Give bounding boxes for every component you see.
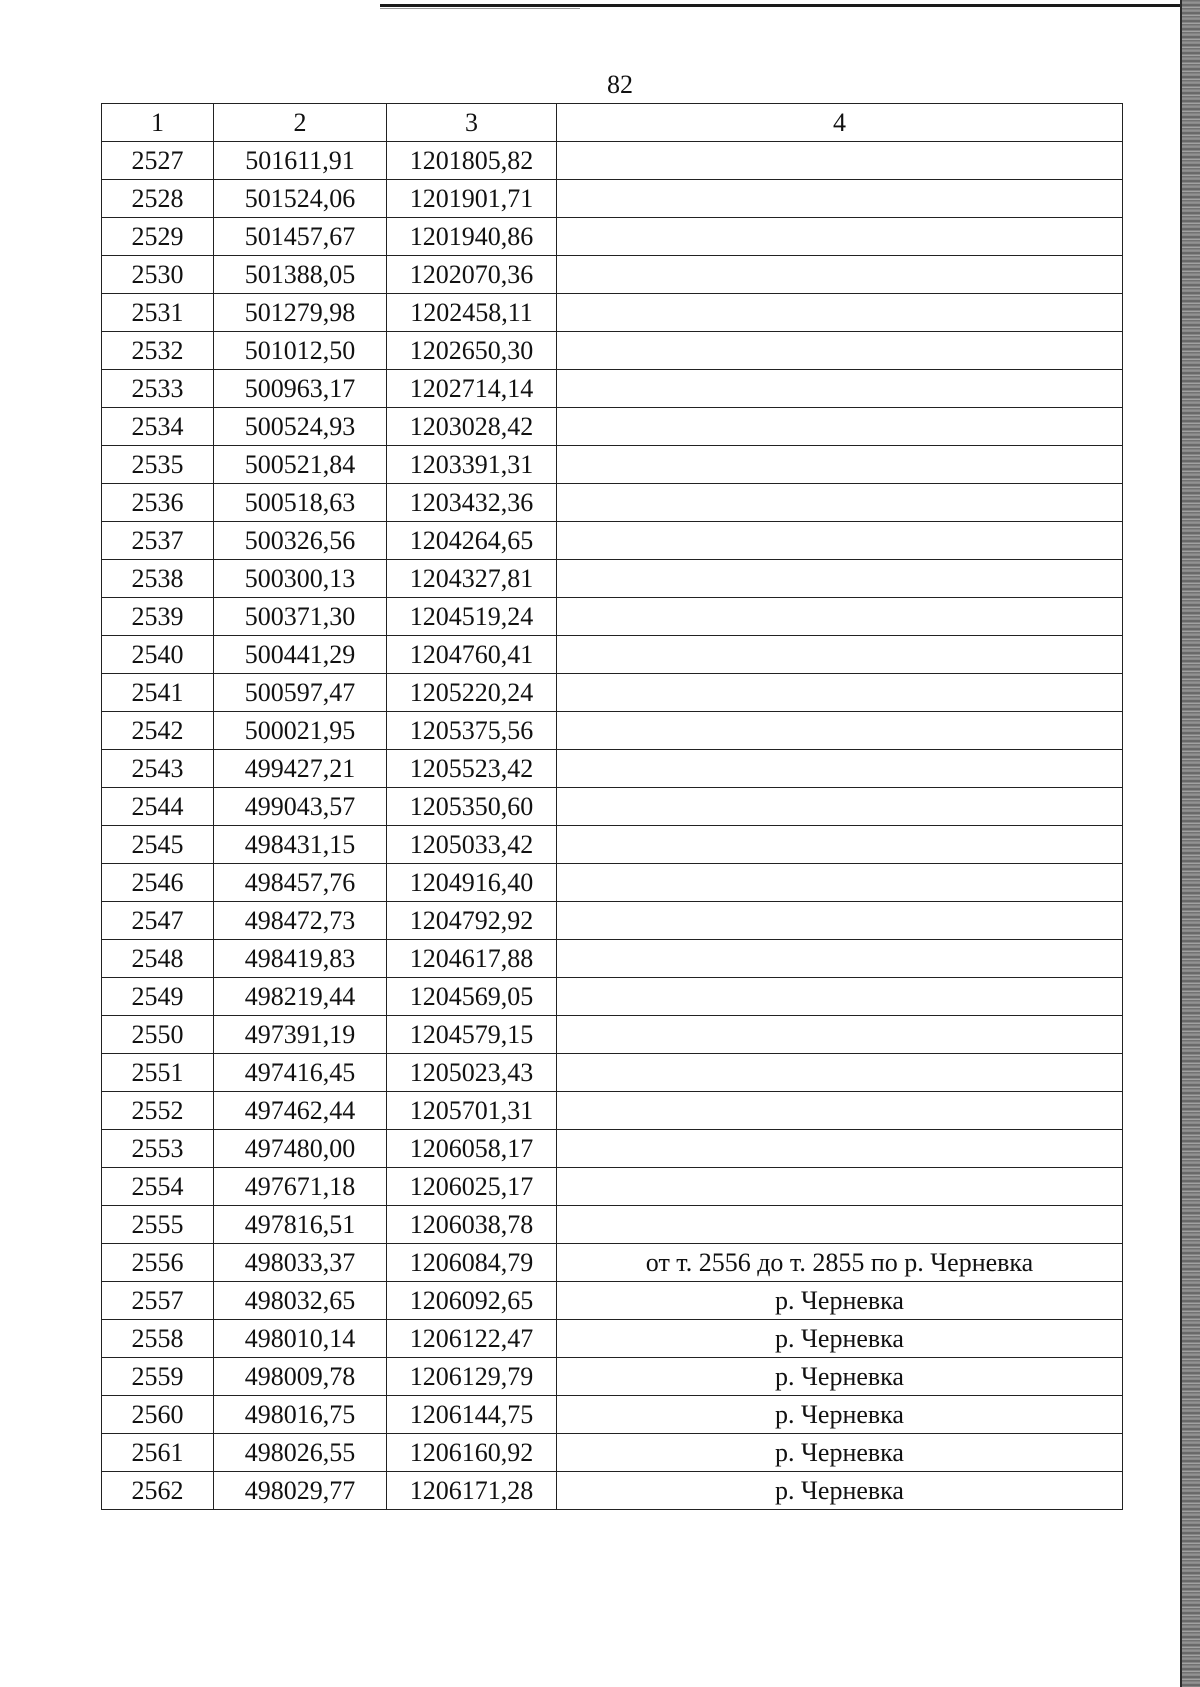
- x-coordinate-cell: 497816,51: [214, 1206, 387, 1244]
- x-coordinate-cell: 500963,17: [214, 370, 387, 408]
- x-coordinate-cell: 501457,67: [214, 218, 387, 256]
- y-coordinate-cell: 1206160,92: [387, 1434, 557, 1472]
- y-coordinate-cell: 1204617,88: [387, 940, 557, 978]
- point-number-cell: 2557: [102, 1282, 214, 1320]
- point-number-cell: 2559: [102, 1358, 214, 1396]
- y-coordinate-cell: 1202070,36: [387, 256, 557, 294]
- description-cell: [557, 636, 1123, 674]
- table-row: [102, 788, 1123, 826]
- table-row: [102, 1472, 1123, 1510]
- x-coordinate-cell: 500524,93: [214, 408, 387, 446]
- point-number-cell: 2550: [102, 1016, 214, 1054]
- table-row: [102, 940, 1123, 978]
- column-header: 2: [214, 104, 387, 142]
- point-number-cell: 2533: [102, 370, 214, 408]
- table-row: [102, 712, 1123, 750]
- x-coordinate-cell: 501012,50: [214, 332, 387, 370]
- table-row: [102, 142, 1123, 180]
- column-header: 1: [102, 104, 214, 142]
- y-coordinate-cell: 1202714,14: [387, 370, 557, 408]
- scan-edge-shadow: [1182, 0, 1200, 1687]
- table-row: [102, 1168, 1123, 1206]
- point-number-cell: 2540: [102, 636, 214, 674]
- y-coordinate-cell: 1205033,42: [387, 826, 557, 864]
- description-cell: р. Черневка: [557, 1320, 1123, 1358]
- description-cell: [557, 864, 1123, 902]
- x-coordinate-cell: 500521,84: [214, 446, 387, 484]
- table-row: [102, 1244, 1123, 1282]
- x-coordinate-cell: 500371,30: [214, 598, 387, 636]
- description-cell: [557, 940, 1123, 978]
- point-number-cell: 2554: [102, 1168, 214, 1206]
- point-number-cell: 2562: [102, 1472, 214, 1510]
- y-coordinate-cell: 1204264,65: [387, 522, 557, 560]
- table-row: [102, 294, 1123, 332]
- description-cell: [557, 788, 1123, 826]
- point-number-cell: 2542: [102, 712, 214, 750]
- point-number-cell: 2552: [102, 1092, 214, 1130]
- x-coordinate-cell: 500300,13: [214, 560, 387, 598]
- y-coordinate-cell: 1206038,78: [387, 1206, 557, 1244]
- y-coordinate-cell: 1203432,36: [387, 484, 557, 522]
- description-cell: [557, 484, 1123, 522]
- description-cell: [557, 256, 1123, 294]
- description-cell: [557, 142, 1123, 180]
- table-row: [102, 408, 1123, 446]
- y-coordinate-cell: 1206171,28: [387, 1472, 557, 1510]
- description-cell: р. Черневка: [557, 1472, 1123, 1510]
- table-row: [102, 522, 1123, 560]
- point-number-cell: 2555: [102, 1206, 214, 1244]
- point-number-cell: 2529: [102, 218, 214, 256]
- y-coordinate-cell: 1205701,31: [387, 1092, 557, 1130]
- point-number-cell: 2551: [102, 1054, 214, 1092]
- point-number-cell: 2549: [102, 978, 214, 1016]
- table-row: [102, 1206, 1123, 1244]
- y-coordinate-cell: 1205220,24: [387, 674, 557, 712]
- description-cell: [557, 1092, 1123, 1130]
- y-coordinate-cell: 1201940,86: [387, 218, 557, 256]
- x-coordinate-cell: 497462,44: [214, 1092, 387, 1130]
- point-number-cell: 2553: [102, 1130, 214, 1168]
- description-cell: [557, 218, 1123, 256]
- point-number-cell: 2544: [102, 788, 214, 826]
- y-coordinate-cell: 1206092,65: [387, 1282, 557, 1320]
- page-number: 82: [607, 70, 633, 99]
- y-coordinate-cell: 1202458,11: [387, 294, 557, 332]
- point-number-cell: 2539: [102, 598, 214, 636]
- description-cell: [557, 1206, 1123, 1244]
- y-coordinate-cell: 1206144,75: [387, 1396, 557, 1434]
- description-cell: [557, 560, 1123, 598]
- description-cell: [557, 408, 1123, 446]
- y-coordinate-cell: 1205523,42: [387, 750, 557, 788]
- description-cell: [557, 522, 1123, 560]
- y-coordinate-cell: 1206084,79: [387, 1244, 557, 1282]
- point-number-cell: 2531: [102, 294, 214, 332]
- point-number-cell: 2534: [102, 408, 214, 446]
- point-number-cell: 2543: [102, 750, 214, 788]
- point-number-cell: 2541: [102, 674, 214, 712]
- table-row: [102, 750, 1123, 788]
- y-coordinate-cell: 1201805,82: [387, 142, 557, 180]
- table-row: [102, 1282, 1123, 1320]
- description-cell: [557, 180, 1123, 218]
- description-cell: [557, 332, 1123, 370]
- description-cell: [557, 446, 1123, 484]
- x-coordinate-cell: 498009,78: [214, 1358, 387, 1396]
- x-coordinate-cell: 498419,83: [214, 940, 387, 978]
- table-row: [102, 598, 1123, 636]
- y-coordinate-cell: 1204760,41: [387, 636, 557, 674]
- table-row: [102, 636, 1123, 674]
- description-cell: [557, 902, 1123, 940]
- description-cell: [557, 1016, 1123, 1054]
- x-coordinate-cell: 498472,73: [214, 902, 387, 940]
- table-row: [102, 1396, 1123, 1434]
- x-coordinate-cell: 500326,56: [214, 522, 387, 560]
- column-header: 3: [387, 104, 557, 142]
- x-coordinate-cell: 500597,47: [214, 674, 387, 712]
- x-coordinate-cell: 498431,15: [214, 826, 387, 864]
- description-cell: р. Черневка: [557, 1396, 1123, 1434]
- table-row: [102, 1434, 1123, 1472]
- point-number-cell: 2561: [102, 1434, 214, 1472]
- description-cell: [557, 598, 1123, 636]
- y-coordinate-cell: 1205375,56: [387, 712, 557, 750]
- y-coordinate-cell: 1204579,15: [387, 1016, 557, 1054]
- description-cell: [557, 370, 1123, 408]
- x-coordinate-cell: 498029,77: [214, 1472, 387, 1510]
- y-coordinate-cell: 1201901,71: [387, 180, 557, 218]
- x-coordinate-cell: 501279,98: [214, 294, 387, 332]
- description-cell: [557, 1130, 1123, 1168]
- x-coordinate-cell: 500021,95: [214, 712, 387, 750]
- point-number-cell: 2535: [102, 446, 214, 484]
- description-cell: [557, 674, 1123, 712]
- table-row: [102, 674, 1123, 712]
- x-coordinate-cell: 497391,19: [214, 1016, 387, 1054]
- coordinates-table: [101, 103, 1123, 1510]
- description-cell: р. Черневка: [557, 1434, 1123, 1472]
- x-coordinate-cell: 499427,21: [214, 750, 387, 788]
- table-row: [102, 180, 1123, 218]
- table-row: [102, 446, 1123, 484]
- table-row: [102, 484, 1123, 522]
- x-coordinate-cell: 500441,29: [214, 636, 387, 674]
- description-cell: от т. 2556 до т. 2855 по р. Черневка: [557, 1244, 1123, 1282]
- point-number-cell: 2530: [102, 256, 214, 294]
- point-number-cell: 2556: [102, 1244, 214, 1282]
- y-coordinate-cell: 1205350,60: [387, 788, 557, 826]
- x-coordinate-cell: 498033,37: [214, 1244, 387, 1282]
- description-cell: [557, 294, 1123, 332]
- table-row: [102, 864, 1123, 902]
- point-number-cell: 2528: [102, 180, 214, 218]
- point-number-cell: 2546: [102, 864, 214, 902]
- y-coordinate-cell: 1204327,81: [387, 560, 557, 598]
- y-coordinate-cell: 1204792,92: [387, 902, 557, 940]
- description-cell: [557, 712, 1123, 750]
- table-row: [102, 826, 1123, 864]
- point-number-cell: 2527: [102, 142, 214, 180]
- table-row: [102, 370, 1123, 408]
- x-coordinate-cell: 499043,57: [214, 788, 387, 826]
- description-cell: [557, 1168, 1123, 1206]
- table-row: [102, 560, 1123, 598]
- x-coordinate-cell: 498026,55: [214, 1434, 387, 1472]
- table-header-row: [102, 104, 1123, 142]
- y-coordinate-cell: 1206025,17: [387, 1168, 557, 1206]
- point-number-cell: 2532: [102, 332, 214, 370]
- x-coordinate-cell: 501524,06: [214, 180, 387, 218]
- x-coordinate-cell: 501388,05: [214, 256, 387, 294]
- point-number-cell: 2558: [102, 1320, 214, 1358]
- y-coordinate-cell: 1203391,31: [387, 446, 557, 484]
- table-row: [102, 1016, 1123, 1054]
- y-coordinate-cell: 1206122,47: [387, 1320, 557, 1358]
- x-coordinate-cell: 498016,75: [214, 1396, 387, 1434]
- y-coordinate-cell: 1205023,43: [387, 1054, 557, 1092]
- table-row: [102, 218, 1123, 256]
- top-thin-rule: [380, 8, 580, 9]
- point-number-cell: 2560: [102, 1396, 214, 1434]
- y-coordinate-cell: 1206058,17: [387, 1130, 557, 1168]
- x-coordinate-cell: 497480,00: [214, 1130, 387, 1168]
- point-number-cell: 2537: [102, 522, 214, 560]
- point-number-cell: 2538: [102, 560, 214, 598]
- description-cell: р. Черневка: [557, 1282, 1123, 1320]
- point-number-cell: 2547: [102, 902, 214, 940]
- table-row: [102, 978, 1123, 1016]
- description-cell: р. Черневка: [557, 1358, 1123, 1396]
- x-coordinate-cell: 497416,45: [214, 1054, 387, 1092]
- table-row: [102, 256, 1123, 294]
- table-row: [102, 902, 1123, 940]
- table-row: [102, 1092, 1123, 1130]
- x-coordinate-cell: 498010,14: [214, 1320, 387, 1358]
- description-cell: [557, 750, 1123, 788]
- description-cell: [557, 1054, 1123, 1092]
- x-coordinate-cell: 497671,18: [214, 1168, 387, 1206]
- y-coordinate-cell: 1204519,24: [387, 598, 557, 636]
- y-coordinate-cell: 1203028,42: [387, 408, 557, 446]
- description-cell: [557, 826, 1123, 864]
- y-coordinate-cell: 1206129,79: [387, 1358, 557, 1396]
- point-number-cell: 2536: [102, 484, 214, 522]
- y-coordinate-cell: 1202650,30: [387, 332, 557, 370]
- top-border-rule: [380, 4, 1200, 7]
- table-row: [102, 1320, 1123, 1358]
- x-coordinate-cell: 501611,91: [214, 142, 387, 180]
- point-number-cell: 2548: [102, 940, 214, 978]
- x-coordinate-cell: 498219,44: [214, 978, 387, 1016]
- table-row: [102, 1130, 1123, 1168]
- y-coordinate-cell: 1204569,05: [387, 978, 557, 1016]
- column-header: 4: [557, 104, 1123, 142]
- x-coordinate-cell: 498457,76: [214, 864, 387, 902]
- x-coordinate-cell: 500518,63: [214, 484, 387, 522]
- x-coordinate-cell: 498032,65: [214, 1282, 387, 1320]
- y-coordinate-cell: 1204916,40: [387, 864, 557, 902]
- description-cell: [557, 978, 1123, 1016]
- table-row: [102, 1054, 1123, 1092]
- table-row: [102, 332, 1123, 370]
- point-number-cell: 2545: [102, 826, 214, 864]
- table-row: [102, 1358, 1123, 1396]
